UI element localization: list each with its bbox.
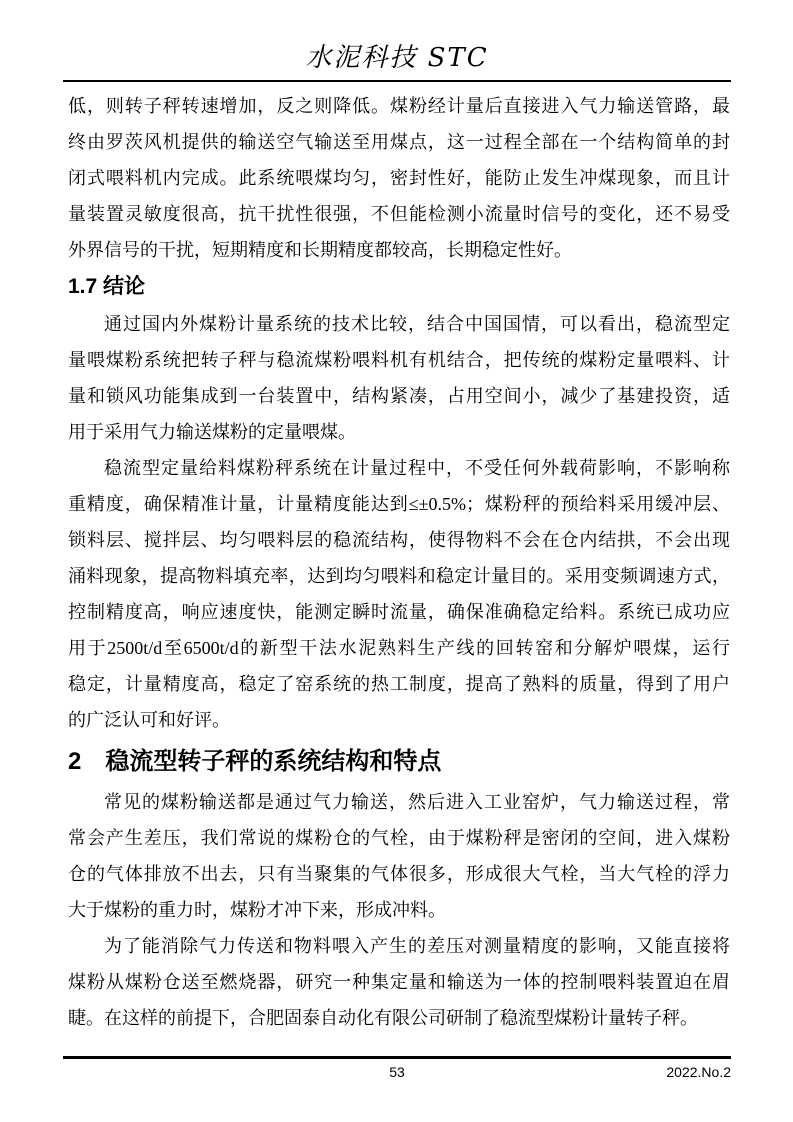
text-line: 通过国内外煤粉计量系统的技术比较，结合中国国情，可以看出，稳流型定 xyxy=(104,314,730,334)
subsection-heading: 1.7 结论 xyxy=(68,275,146,298)
text-line: 大于煤粉的重力时，煤粉才冲下来，形成冲料。 xyxy=(68,900,446,920)
journal-title: 水泥科技 STC xyxy=(305,43,489,73)
text-line: 的广泛认可和好评。 xyxy=(68,710,230,730)
text-line: 量喂煤粉系统把转子秤与稳流煤粉喂料机有机结合，把传统的煤粉定量喂料、计 xyxy=(68,350,730,370)
header-rule xyxy=(63,80,731,82)
paragraph xyxy=(68,450,730,738)
text-line: 终由罗茨风机提供的输送空气输送至用煤点，这一过程全部在一个结构简单的封 xyxy=(68,132,730,152)
page-header xyxy=(63,0,731,82)
footer-rule xyxy=(63,1056,731,1059)
text-line: 量装置灵敏度很高，抗干扰性很强，不但能检测小流量时信号的变化，还不易受 xyxy=(68,204,730,224)
text-line: 锁料层、搅拌层、均匀喂料层的稳流结构，使得物料不会在仓内结拱，不会出现 xyxy=(68,530,730,550)
text-line: 为了能消除气力传送和物料喂入产生的差压对测量精度的影响，又能直接将 xyxy=(104,936,730,956)
text-line: 重精度，确保精准计量，计量精度能达到≤±0.5%；煤粉秤的预给料采用缓冲层、 xyxy=(68,494,730,514)
text-line: 涌料现象，提高物料填充率，达到均匀喂料和稳定计量目的。采用变频调速方式， xyxy=(68,566,730,586)
issue-label: 2022.No.2 xyxy=(666,1064,731,1080)
text-line: 外界信号的干扰，短期精度和长期精度都较高，长期稳定性好。 xyxy=(68,240,572,260)
text-line: 仓的气体排放不出去，只有当聚集的气体很多，形成很大气栓，当大气栓的浮力 xyxy=(68,864,730,884)
document-body xyxy=(68,88,730,1036)
text-line: 常会产生差压，我们常说的煤粉仓的气栓，由于煤粉秤是密闭的空间，进入煤粉 xyxy=(68,828,730,848)
text-line: 低，则转子秤转速增加，反之则降低。煤粉经计量后直接进入气力输送管路，最 xyxy=(68,96,730,116)
section-heading: 2 稳流型转子秤的系统结构和特点 xyxy=(68,748,442,775)
footer-row xyxy=(63,1061,731,1083)
text-line: 睫。在这样的前提下，合肥固泰自动化有限公司研制了稳流型煤粉计量转子秤。 xyxy=(68,1008,698,1028)
text-line: 用于2500t/d至6500t/d的新型干法水泥熟料生产线的回转窑和分解炉喂煤，运行 xyxy=(68,638,730,658)
text-line: 闭式喂料机内完成。此系统喂煤均匀，密封性好，能防止发生冲煤现象，而且计 xyxy=(68,168,730,188)
text-line: 煤粉从煤粉仓送至燃烧器，研究一种集定量和输送为一体的控制喂料装置迫在眉 xyxy=(68,972,730,992)
paragraph xyxy=(68,784,730,928)
page-footer xyxy=(63,1056,731,1122)
text-line: 常见的煤粉输送都是通过气力输送，然后进入工业窑炉，气力输送过程，常 xyxy=(104,792,730,812)
text-line: 量和锁风功能集成到一台装置中，结构紧凑，占用空间小，减少了基建投资，适 xyxy=(68,386,730,406)
paragraph xyxy=(68,928,730,1036)
text-line: 控制精度高，响应速度快，能测定瞬时流量，确保准确稳定给料。系统已成功应 xyxy=(68,602,730,622)
page-number: 53 xyxy=(389,1064,405,1080)
paragraph xyxy=(68,306,730,450)
text-line: 用于采用气力输送煤粉的定量喂煤。 xyxy=(68,422,356,442)
text-line: 稳流型定量给料煤粉秤系统在计量过程中，不受任何外载荷影响，不影响称 xyxy=(104,458,730,478)
paragraph xyxy=(68,88,730,268)
text-line: 稳定，计量精度高，稳定了窑系统的热工制度，提高了熟料的质量，得到了用户 xyxy=(68,674,730,694)
